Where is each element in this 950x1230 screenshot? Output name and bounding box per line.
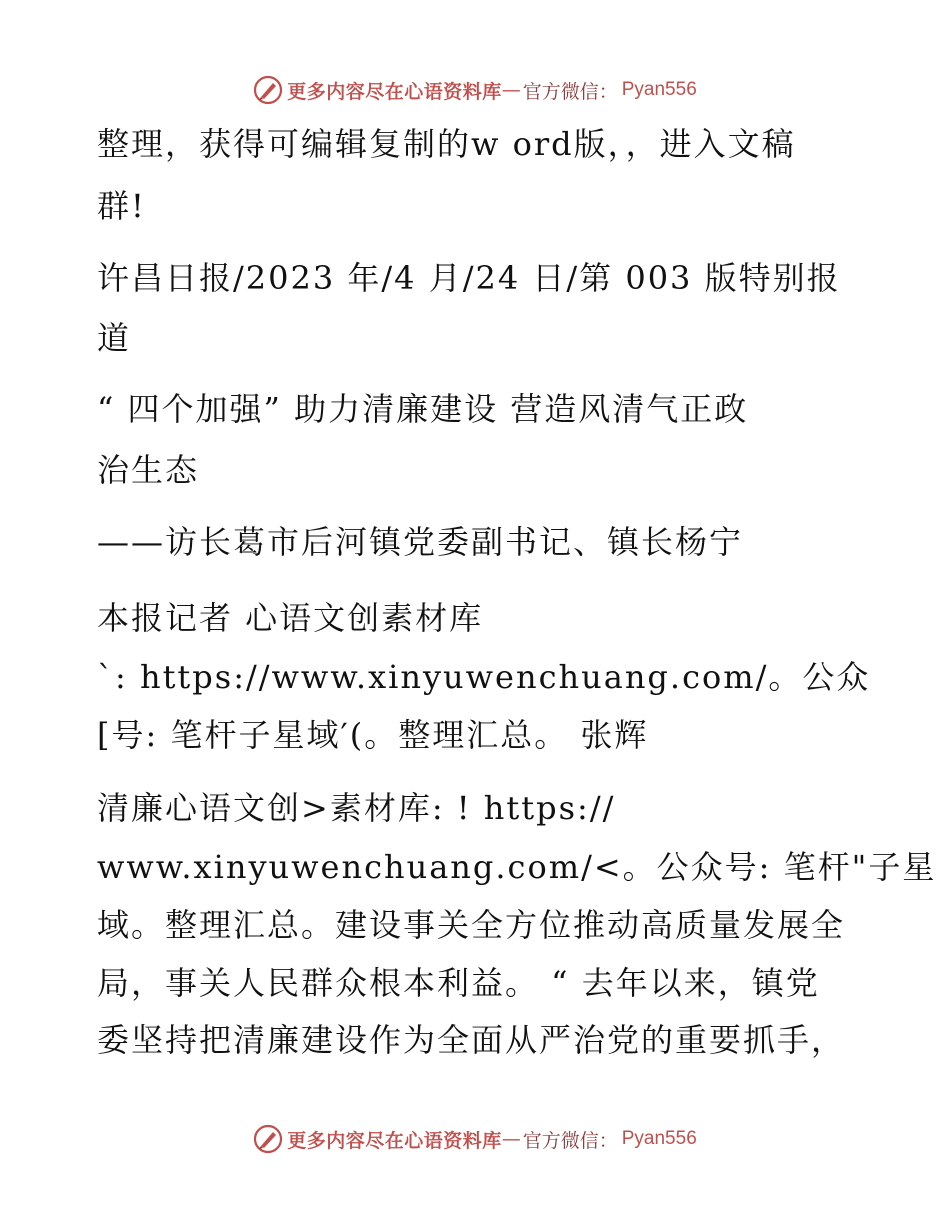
doc-line: www.xinyuwenchuang.com/<。公众号: 笔杆"子星	[97, 848, 937, 886]
doc-line: ——访长葛市后河镇党委副书记、镇长杨宁	[97, 523, 744, 561]
doc-line: 道	[97, 319, 132, 357]
doc-line: 清廉心语文创>素材库: ! https://	[97, 789, 616, 827]
quill-pen-logo-icon	[253, 1124, 283, 1154]
watermark-wechat-id: Pyan556	[621, 1128, 697, 1149]
doc-line: 域。整理汇总。建设事关全方位推动高质量发展全	[97, 906, 846, 944]
watermark-footer	[0, 1121, 950, 1157]
quill-pen-logo-icon	[253, 75, 283, 105]
watermark-brand-text: 更多内容尽在心语资料库	[287, 1129, 502, 1152]
doc-line: 群!	[97, 187, 146, 225]
doc-line: 整理，获得可编辑复制的w ord版，，进入文稿	[97, 125, 796, 163]
doc-line: `: https://www.xinyuwenchuang.com/。公众	[97, 658, 871, 696]
watermark-wechat-label: 官方微信：	[522, 80, 618, 103]
watermark-wechat-id: Pyan556	[621, 79, 697, 100]
watermark-header	[0, 72, 950, 108]
doc-line: 委坚持把清廉建设作为全面从严治党的重要抓手，	[97, 1021, 846, 1059]
doc-line: 本报记者 心语文创素材库	[97, 599, 484, 637]
doc-line: “ 四个加强” 助力清廉建设 营造风清气正政	[97, 390, 749, 428]
doc-line: 局，事关人民群众根本利益。 “ 去年以来，镇党	[97, 964, 820, 1002]
doc-line: 治生态	[97, 451, 200, 489]
watermark-wechat-label: 官方微信：	[522, 1129, 618, 1152]
watermark-separator: —	[501, 79, 521, 101]
doc-line: [号: 笔杆子星域′(。整理汇总。 张辉	[97, 716, 649, 754]
doc-line: 许昌日报/2023 年/4 月/24 日/第 003 版特别报	[97, 259, 841, 297]
watermark-brand-text: 更多内容尽在心语资料库	[287, 80, 502, 103]
watermark-separator: —	[501, 1128, 521, 1150]
